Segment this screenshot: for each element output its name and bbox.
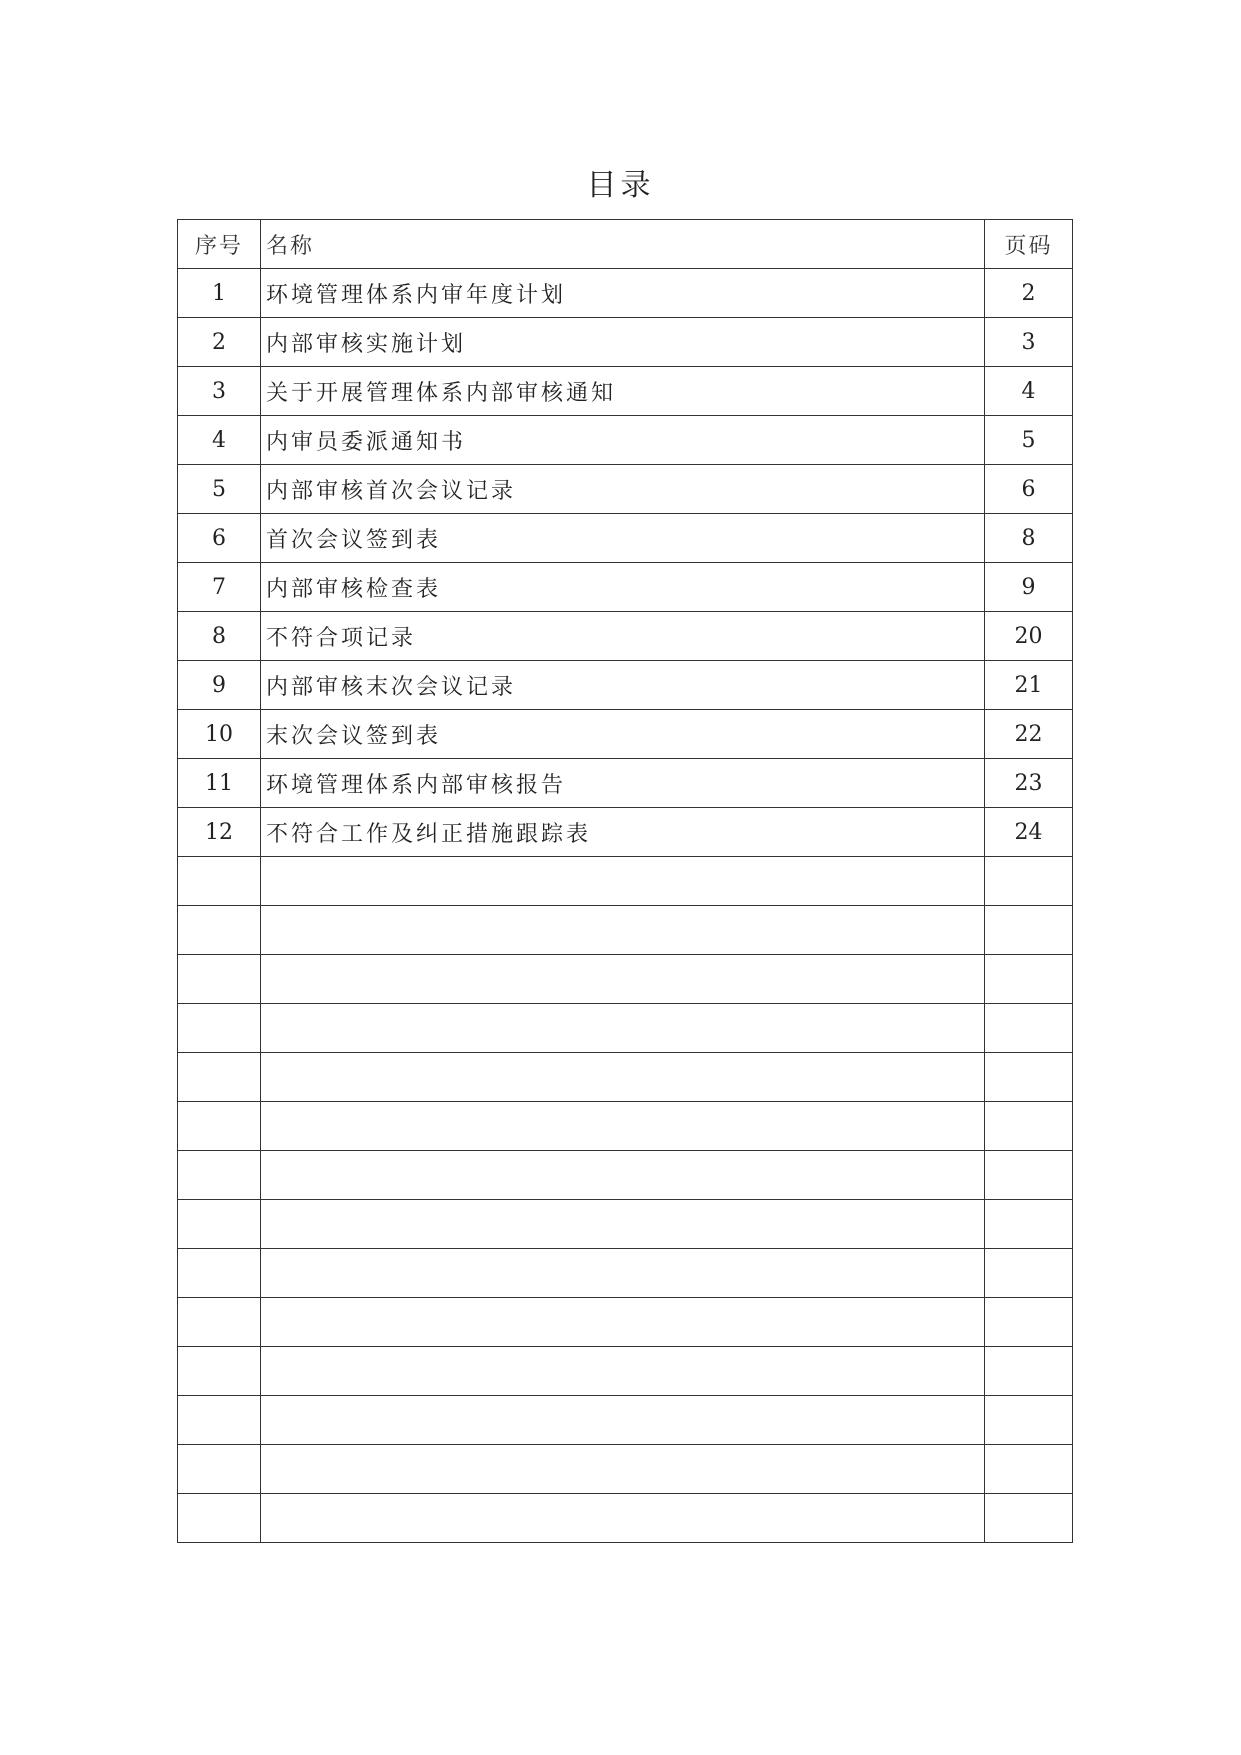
empty-cell [178, 1151, 261, 1200]
row-name: 环境管理体系内部审核报告 [261, 759, 985, 808]
row-number: 10 [178, 710, 261, 759]
table-row [178, 563, 1073, 612]
header-no: 序号 [178, 220, 261, 269]
empty-cell [261, 955, 985, 1004]
toc-body [178, 269, 1073, 1543]
empty-cell [985, 1200, 1073, 1249]
empty-row [178, 1445, 1073, 1494]
row-name: 首次会议签到表 [261, 514, 985, 563]
page-title: 目录 [586, 168, 655, 203]
row-number: 6 [178, 514, 261, 563]
row-page: 2 [985, 269, 1073, 318]
table-row [178, 269, 1073, 318]
empty-cell [985, 1396, 1073, 1445]
empty-row [178, 1347, 1073, 1396]
empty-cell [178, 1494, 261, 1543]
table-row [178, 808, 1073, 857]
empty-cell [261, 1004, 985, 1053]
row-name: 关于开展管理体系内部审核通知 [261, 367, 985, 416]
empty-cell [178, 1053, 261, 1102]
toc-table [177, 219, 1073, 1543]
empty-cell [261, 1151, 985, 1200]
row-name: 内部审核实施计划 [261, 318, 985, 367]
table-row [178, 759, 1073, 808]
empty-cell [985, 1445, 1073, 1494]
empty-cell [985, 1053, 1073, 1102]
row-number: 1 [178, 269, 261, 318]
row-name: 内审员委派通知书 [261, 416, 985, 465]
empty-cell [261, 1249, 985, 1298]
row-name: 末次会议签到表 [261, 710, 985, 759]
row-page: 23 [985, 759, 1073, 808]
empty-row [178, 1004, 1073, 1053]
table-row [178, 416, 1073, 465]
empty-row [178, 955, 1073, 1004]
table-row [178, 465, 1073, 514]
row-number: 12 [178, 808, 261, 857]
empty-cell [985, 1347, 1073, 1396]
empty-cell [178, 1249, 261, 1298]
empty-cell [985, 1494, 1073, 1543]
table-row [178, 514, 1073, 563]
empty-cell [261, 1200, 985, 1249]
empty-cell [985, 1102, 1073, 1151]
row-name: 内部审核检查表 [261, 563, 985, 612]
row-page: 9 [985, 563, 1073, 612]
table-row [178, 318, 1073, 367]
row-page: 20 [985, 612, 1073, 661]
empty-row [178, 1298, 1073, 1347]
empty-cell [985, 1004, 1073, 1053]
row-number: 5 [178, 465, 261, 514]
row-page: 8 [985, 514, 1073, 563]
empty-cell [178, 1004, 261, 1053]
empty-row [178, 1396, 1073, 1445]
row-page: 6 [985, 465, 1073, 514]
header-name: 名称 [261, 220, 985, 269]
empty-cell [985, 857, 1073, 906]
row-page: 4 [985, 367, 1073, 416]
empty-cell [178, 1347, 261, 1396]
empty-cell [261, 1102, 985, 1151]
table-row [178, 661, 1073, 710]
row-page: 5 [985, 416, 1073, 465]
table-row [178, 367, 1073, 416]
row-page: 22 [985, 710, 1073, 759]
empty-row [178, 1151, 1073, 1200]
row-page: 3 [985, 318, 1073, 367]
empty-cell [178, 1102, 261, 1151]
row-name: 不符合工作及纠正措施跟踪表 [261, 808, 985, 857]
empty-row [178, 1200, 1073, 1249]
empty-cell [178, 1200, 261, 1249]
row-name: 内部审核首次会议记录 [261, 465, 985, 514]
table-row [178, 612, 1073, 661]
empty-row [178, 1102, 1073, 1151]
empty-cell [261, 1053, 985, 1102]
empty-cell [261, 906, 985, 955]
empty-cell [985, 1249, 1073, 1298]
row-number: 8 [178, 612, 261, 661]
header-row [178, 220, 1073, 269]
empty-cell [261, 1396, 985, 1445]
empty-row [178, 906, 1073, 955]
empty-cell [985, 955, 1073, 1004]
empty-row [178, 857, 1073, 906]
row-number: 11 [178, 759, 261, 808]
row-page: 21 [985, 661, 1073, 710]
empty-cell [261, 1347, 985, 1396]
empty-row [178, 1249, 1073, 1298]
empty-cell [261, 1445, 985, 1494]
row-name: 内部审核末次会议记录 [261, 661, 985, 710]
empty-cell [178, 857, 261, 906]
empty-cell [178, 955, 261, 1004]
row-page: 24 [985, 808, 1073, 857]
empty-cell [178, 906, 261, 955]
row-number: 2 [178, 318, 261, 367]
row-name: 环境管理体系内审年度计划 [261, 269, 985, 318]
empty-row [178, 1053, 1073, 1102]
row-number: 4 [178, 416, 261, 465]
empty-cell [985, 1298, 1073, 1347]
header-page: 页码 [985, 220, 1073, 269]
empty-cell [178, 1445, 261, 1494]
row-number: 9 [178, 661, 261, 710]
empty-cell [985, 906, 1073, 955]
empty-cell [178, 1298, 261, 1347]
empty-cell [985, 1151, 1073, 1200]
empty-cell [261, 857, 985, 906]
empty-cell [261, 1494, 985, 1543]
row-number: 7 [178, 563, 261, 612]
empty-cell [178, 1396, 261, 1445]
empty-cell [261, 1298, 985, 1347]
row-number: 3 [178, 367, 261, 416]
row-name: 不符合项记录 [261, 612, 985, 661]
table-row [178, 710, 1073, 759]
empty-row [178, 1494, 1073, 1543]
